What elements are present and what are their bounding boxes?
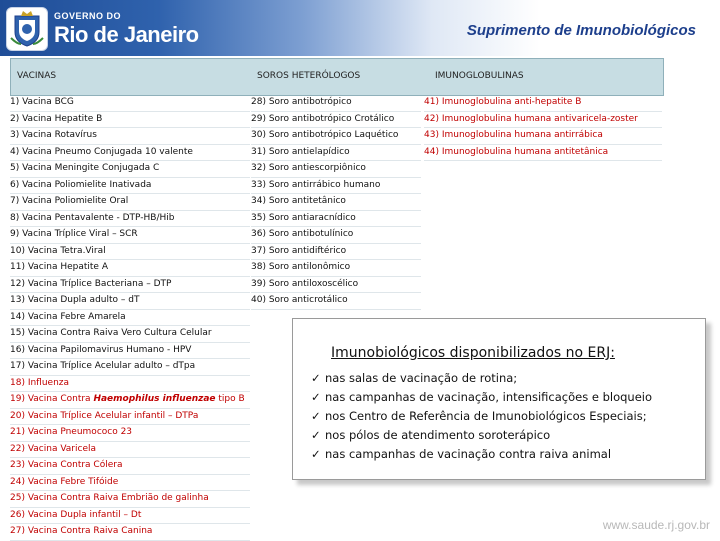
state-name: Rio de Janeiro xyxy=(54,22,199,47)
vacina-text: 17) Vacina Tríplice Acelular adulto – dTpa xyxy=(10,361,196,371)
check-icon: ✓ xyxy=(311,371,321,385)
imunoglobulina-item: 42) Imunoglobulina humana antivaricela-zoster xyxy=(424,112,662,129)
imunoglobulina-item: 41) Imunoglobulina anti-hepatite B xyxy=(424,95,662,112)
vacina-item xyxy=(10,524,250,541)
callout-item-text: nos pólos de atendimento soroterápico xyxy=(325,428,551,442)
vacina-item xyxy=(10,491,250,508)
footer-url: www.saude.rj.gov.br xyxy=(602,518,710,532)
vacina-item xyxy=(10,145,250,162)
vacina-item xyxy=(10,343,250,360)
vacina-text: 18) Influenza xyxy=(10,377,70,388)
soro-item: 35) Soro antiaracnídico xyxy=(251,211,421,228)
soro-item: 29) Soro antibotrópico Crotálico xyxy=(251,112,421,129)
vacina-item xyxy=(10,128,250,145)
vacina-item xyxy=(10,376,250,393)
vacina-item xyxy=(10,260,250,277)
availability-callout xyxy=(292,318,706,480)
vacina-item xyxy=(10,508,250,525)
vacina-item xyxy=(10,95,250,112)
soros-list xyxy=(251,95,421,310)
check-icon: ✓ xyxy=(311,390,321,404)
soro-item: 36) Soro antibotulínico xyxy=(251,227,421,244)
callout-item xyxy=(311,369,652,388)
vacina-suffix: tipo B xyxy=(215,394,245,404)
vacina-text: 3) Vacina Rotavírus xyxy=(10,130,97,140)
vacina-item xyxy=(10,392,250,409)
slide-title: Suprimento de Imunobiológicos xyxy=(466,22,696,39)
government-label: GOVERNO DO xyxy=(54,11,122,21)
vacinas-list xyxy=(10,95,250,541)
state-crest-icon xyxy=(6,7,48,51)
vacina-text: 6) Vacina Poliomielite Inativada xyxy=(10,179,152,190)
soro-item: 40) Soro anticrotálico xyxy=(251,293,421,310)
vacina-item xyxy=(10,359,250,376)
soro-item: 30) Soro antibotrópico Laquético xyxy=(251,128,421,145)
callout-item-text: nas salas de vacinação de rotina; xyxy=(325,371,518,385)
callout-item-text: nas campanhas de vacinação contra raiva animal xyxy=(325,447,612,461)
header-imunoglobulinas: IMUNOGLOBULINAS xyxy=(435,71,524,81)
callout-item xyxy=(311,407,652,426)
vacina-text: 15) Vacina Contra Raiva Vero Cultura Celular xyxy=(10,328,212,338)
check-icon: ✓ xyxy=(311,447,321,461)
vacina-text: 19) Vacina Contra xyxy=(10,394,94,404)
vacina-text: 9) Vacina Tríplice Viral – SCR xyxy=(10,229,138,239)
vacina-text: 22) Vacina Varicela xyxy=(10,443,97,454)
vacina-item xyxy=(10,409,250,426)
vacina-item xyxy=(10,425,250,442)
vacina-highlight: Haemophilus influenzae xyxy=(93,394,216,404)
vacina-text: 5) Vacina Meningite Conjugada C xyxy=(10,163,160,173)
vacina-item xyxy=(10,442,250,459)
vacina-item xyxy=(10,178,250,195)
imunoglobulina-item: 43) Imunoglobulina humana antirrábica xyxy=(424,128,662,145)
soro-item: 33) Soro antirrábico humano xyxy=(251,178,421,195)
vacina-text: 20) Vacina Tríplice Acelular infantil – DTPa xyxy=(10,410,199,421)
check-icon: ✓ xyxy=(311,428,321,442)
vacina-text: 27) Vacina Contra Raiva Canina xyxy=(10,526,153,536)
soro-item: 38) Soro antilonômico xyxy=(251,260,421,277)
vacina-item xyxy=(10,277,250,294)
vacina-text: 23) Vacina Contra Cólera xyxy=(10,460,123,470)
imunoglobulinas-list xyxy=(424,95,662,161)
vacina-text: 13) Vacina Dupla adulto – dT xyxy=(10,295,140,305)
vacina-item xyxy=(10,112,250,129)
vacina-text: 21) Vacina Pneumococo 23 xyxy=(10,427,133,437)
callout-list xyxy=(311,369,652,464)
vacina-item xyxy=(10,475,250,492)
soro-item: 31) Soro antielapídico xyxy=(251,145,421,162)
vacina-text: 16) Vacina Papilomavirus Humano - HPV xyxy=(10,344,192,355)
vacina-item xyxy=(10,326,250,343)
vacina-text: 2) Vacina Hepatite B xyxy=(10,113,103,124)
imunoglobulina-item: 44) Imunoglobulina humana antitetânica xyxy=(424,145,662,162)
vacina-text: 25) Vacina Contra Raiva Embrião de galinha xyxy=(10,493,209,503)
vacina-text: 26) Vacina Dupla infantil – Dt xyxy=(10,509,142,520)
soro-item: 39) Soro antiloxoscélico xyxy=(251,277,421,294)
check-icon: ✓ xyxy=(311,409,321,423)
vacina-text: 14) Vacina Febre Amarela xyxy=(10,311,126,322)
vacina-item xyxy=(10,194,250,211)
vacina-item xyxy=(10,310,250,327)
table-header-row xyxy=(10,58,664,96)
callout-item xyxy=(311,445,652,464)
vacina-text: 12) Vacina Tríplice Bacteriana – DTP xyxy=(10,278,172,289)
vacina-item xyxy=(10,211,250,228)
vacina-item xyxy=(10,293,250,310)
soro-item: 28) Soro antibotrópico xyxy=(251,95,421,112)
vacina-text: 7) Vacina Poliomielite Oral xyxy=(10,196,129,206)
vacina-text: 8) Vacina Pentavalente - DTP-HB/Hib xyxy=(10,212,175,223)
header xyxy=(0,0,720,56)
vacina-item xyxy=(10,227,250,244)
soro-item: 32) Soro antiescorpiônico xyxy=(251,161,421,178)
callout-item-text: nas campanhas de vacinação, intensificações e bloqueio xyxy=(325,390,653,404)
vacina-item xyxy=(10,244,250,261)
vacina-text: 1) Vacina BCG xyxy=(10,97,74,107)
callout-item xyxy=(311,426,652,445)
callout-item xyxy=(311,388,652,407)
vacina-text: 24) Vacina Febre Tifóide xyxy=(10,476,119,487)
soro-item: 37) Soro antidiftérico xyxy=(251,244,421,261)
callout-title: Imunobiológicos disponibilizados no ERJ: xyxy=(331,345,615,361)
soro-item: 34) Soro antitetânico xyxy=(251,194,421,211)
vacina-text: 11) Vacina Hepatite A xyxy=(10,262,108,272)
vacina-item xyxy=(10,161,250,178)
vacina-text: 10) Vacina Tetra.Viral xyxy=(10,245,106,256)
header-vacinas: VACINAS xyxy=(17,71,57,81)
vacina-text: 4) Vacina Pneumo Conjugada 10 valente xyxy=(10,146,193,157)
header-soros: SOROS HETERÓLOGOS xyxy=(257,71,361,81)
callout-item-text: nos Centro de Referência de Imunobiológicos Especiais; xyxy=(325,409,647,423)
vacina-item xyxy=(10,458,250,475)
